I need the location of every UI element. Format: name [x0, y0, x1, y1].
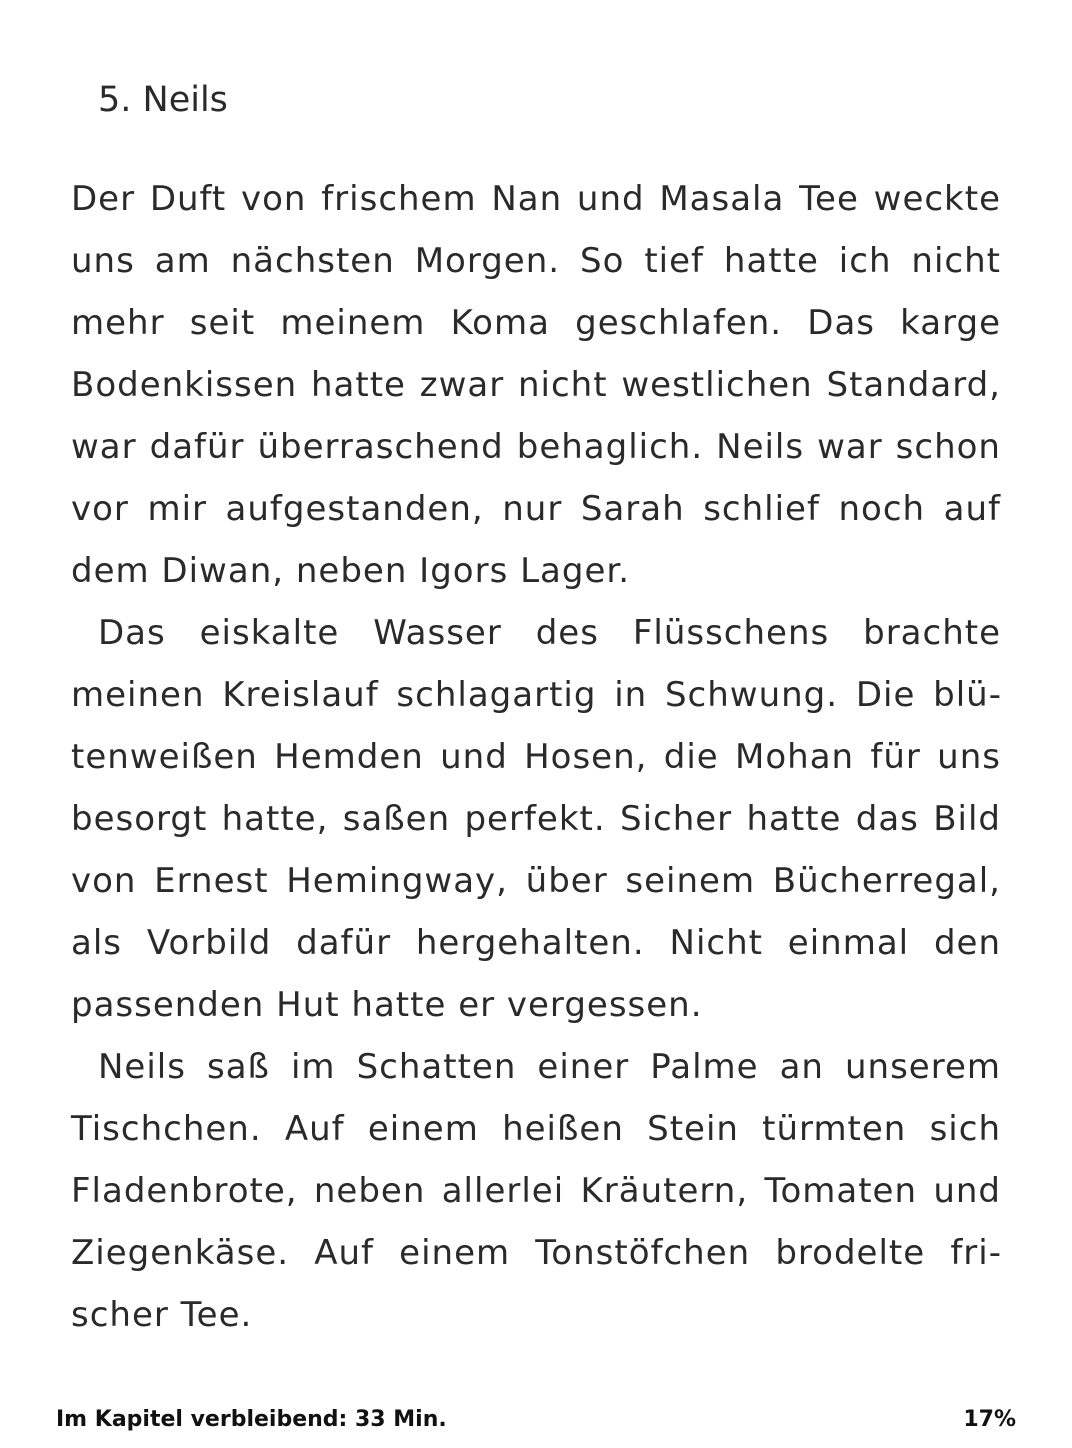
paragraph-2: Das eiskalte Wasser des Flüsschens brachte meinen Kreislauf schlagartig in Schwung. Die blütenweißen Hemden und Hosen, die Mohan für uns besorgt hatte, saßen perfekt. Sicher hatte das Bild von Ernest Hemingway, über seinem Bücherregal, als Vorbild dafür hergehalten. Nicht einmal den passenden Hut hatte er vergessen. — [71, 613, 1001, 1025]
paragraph-1: Der Duft von frischem Nan und Masala Tee weckte uns am nächsten Morgen. So tief hatte ich nicht mehr seit meinem Koma geschlafen. Das karge Bodenkissen hatte zwar nicht westlichen Standard, war dafür überraschend behaglich. Neils war schon vor mir aufgestanden, nur Sarah schlief noch auf dem Diwan, neben Igors Lager. — [71, 179, 1001, 591]
chapter-time-remaining[interactable]: Im Kapitel verbleibend: 33 Min. — [56, 1407, 447, 1432]
book-text[interactable] — [71, 168, 1001, 1346]
paragraph-3: Neils saß im Schatten einer Palme an unserem Tischchen. Auf einem heißen Stein türmten sich Fladenbrote, neben allerlei Kräutern, Tomaten und Ziegenkäse. Auf einem Tonstöfchen brodelte frischer Tee. — [71, 1047, 1001, 1335]
chapter-title: 5. Neils — [98, 80, 228, 120]
book-progress-percent[interactable]: 17% — [963, 1407, 1016, 1432]
reading-progress-footer[interactable] — [56, 1402, 1016, 1438]
